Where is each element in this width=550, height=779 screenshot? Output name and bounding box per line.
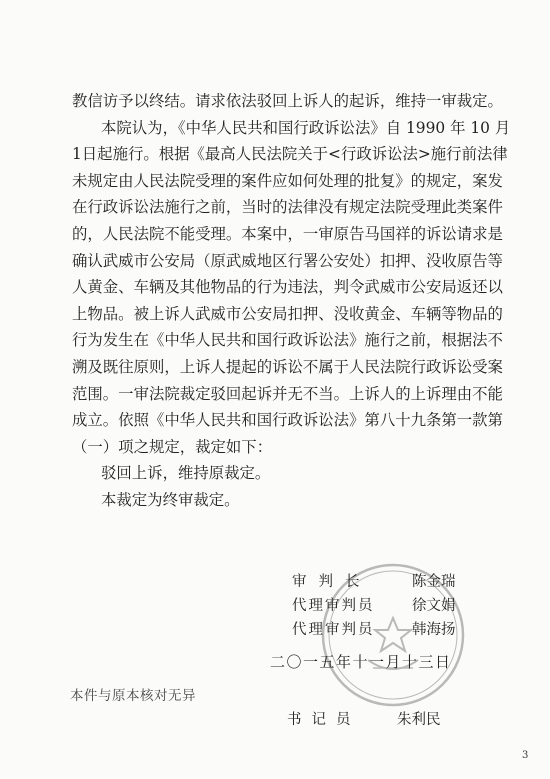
body-line: 行为发生在《中华人民共和国行政诉讼法》施行之前，根据法不: [72, 331, 503, 350]
signature-name: 陈金瑞: [412, 574, 456, 590]
final-ruling-line: 本裁定为终审裁定。: [101, 490, 240, 509]
ruling-line: 驳回上诉，维持原裁定。: [101, 464, 271, 483]
judgment-body: [72, 88, 514, 514]
body-line: 上物品。被上诉人武威市公安局扣押、没收黄金、车辆等物品的: [72, 304, 503, 323]
page-number: 3: [522, 750, 529, 761]
signature-name: 韩海扬: [412, 622, 456, 638]
signature-title: 审判长: [292, 574, 372, 590]
signature-title: 代理审判员: [292, 598, 375, 614]
ruling-date: 二〇一五年十一月十三日: [270, 653, 452, 671]
signature-row: [292, 618, 532, 642]
body-line: （一）项之规定，裁定如下：: [72, 437, 273, 456]
body-line: 人黄金、车辆及其他物品的行为违法，判令武威市公安局返还以: [72, 278, 503, 297]
signature-row: [292, 570, 532, 594]
clerk-name: 朱利民: [397, 712, 441, 728]
clerk-title: 书记员: [287, 712, 361, 728]
body-line: 确认武威市公安局（原武威地区行署公安处）扣押、没收原告等: [72, 251, 503, 270]
body-line: 范围。一审法院裁定驳回起诉并无不当。上诉人的上诉理由不能: [72, 384, 503, 403]
body-line: 的，人民法院不能受理。本案中，一审原告马国祥的诉讼请求是: [72, 224, 503, 243]
signature-block: [292, 570, 532, 642]
body-line: 1日起施行。根据《最高人民法院关于<行政诉讼法>施行前法律: [72, 145, 508, 164]
verification-stamp-note: 本件与原本核对无异: [70, 688, 196, 704]
signature-title: 代理审判员: [292, 622, 375, 638]
body-line: 本院认为，《中华人民共和国行政诉讼法》自 1990 年 10 月: [101, 118, 511, 137]
body-line: 成立。依照《中华人民共和国行政诉讼法》第八十九条第一款第: [72, 411, 503, 430]
body-line: 未规定由人民法院受理的案件应如何处理的批复》的规定，案发: [72, 171, 503, 190]
clerk-signature: [287, 708, 441, 729]
signature-name: 徐文娟: [412, 598, 456, 614]
body-line: 溯及既往原则，上诉人提起的诉讼不属于人民法院行政诉讼受案: [72, 357, 503, 376]
signature-row: [292, 594, 532, 618]
body-line: 教信访予以终结。请求依法驳回上诉人的起诉，维持一审裁定。: [72, 92, 503, 110]
body-line: 在行政诉讼法施行之前，当时的法律没有规定法院受理此类案件: [72, 198, 503, 217]
